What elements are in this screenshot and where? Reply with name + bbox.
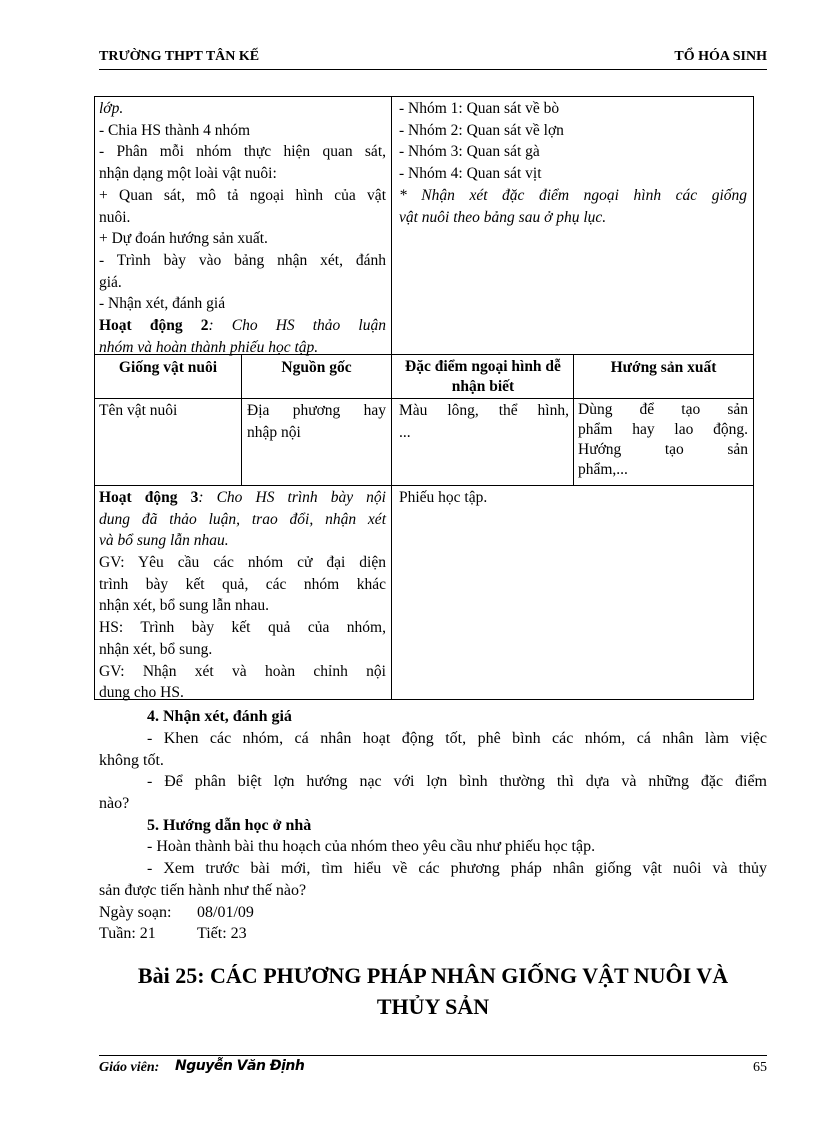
production-line: Dùng để tạo sản: [578, 401, 748, 418]
activity3-cell: [99, 487, 386, 552]
section5-p2-line2: sản được tiến hành như thế nào?: [99, 882, 307, 899]
row3-left-line: HS: Trình bày kết quả của nhóm,: [99, 619, 386, 637]
page-header: [99, 49, 767, 70]
cell-animal-name: Tên vật nuôi: [99, 402, 178, 419]
cell-features-line-1: Màu lông, thể hình,: [399, 402, 569, 419]
row3-left-line: nhận xét, bổ sung lẫn nhau.: [99, 597, 270, 615]
row1-right-cell: [399, 98, 747, 228]
teacher-signature-name: Nguyễn Văn Định: [175, 1058, 305, 1074]
table-col-divider-mid: [391, 96, 392, 700]
row1-right-line: * Nhận xét đặc điểm ngoại hình các giống: [399, 186, 747, 204]
row1-left-cell: [99, 98, 386, 315]
row1-left-line: lớp.: [99, 100, 124, 117]
row1-right-line: vật nuôi theo bảng sau ở phụ lục.: [399, 208, 607, 226]
section4-p1-line2: không tốt.: [99, 752, 164, 769]
table-row-divider-3: [94, 485, 754, 486]
production-line: phẩm hay lao động.: [578, 421, 748, 438]
subheader-origin: Nguồn gốc: [281, 359, 352, 376]
section5-p1: - Hoàn thành bài thu hoạch của nhóm theo yêu cầu như phiếu học tập.: [147, 838, 596, 855]
activity3-label: Hoạt động 3: [99, 489, 199, 506]
row1-left-line: - Nhận xét, đánh giá: [99, 295, 226, 313]
table-col-divider-a: [241, 354, 242, 485]
section5-heading: 5. Hướng dẫn học ở nhà: [147, 817, 312, 834]
section4-p1-line1: - Khen các nhóm, cá nhân hoạt động tốt, phê bình các nhóm, cá nhân làm việc: [147, 730, 767, 747]
row1-left-line: + Dự đoán hướng sản xuất.: [99, 230, 268, 248]
activity2-text-1: : Cho HS thảo luận: [208, 317, 386, 334]
subheader-production: Hướng sản xuất: [610, 359, 717, 376]
row1-left-line: + Quan sát, mô tả ngoại hình của vật: [99, 186, 386, 204]
lesson-title-line-1: Bài 25: CÁC PHƯƠNG PHÁP NHÂN GIỐNG VẬT NUÔI VÀ: [137, 963, 729, 988]
cell-origin-line-1: Địa phương hay: [247, 402, 386, 419]
section4-heading: 4. Nhận xét, đánh giá: [147, 708, 292, 725]
subheader-breed: Giống vật nuôi: [118, 359, 218, 376]
cell-origin-line-2: nhập nội: [247, 423, 301, 441]
activity3-text-3: và bổ sung lẫn nhau.: [99, 532, 229, 550]
row1-left-line: - Phân mỗi nhóm thực hiện quan sát,: [99, 143, 386, 161]
date-label: Ngày soạn:: [99, 904, 172, 921]
row3-left-line: GV: Nhận xét và hoàn chỉnh nội: [99, 662, 386, 680]
row3-left-line: trình bày kết quả, các nhóm khác: [99, 575, 386, 593]
row1-left-line: giá.: [99, 273, 122, 291]
row1-left-line: nhận dạng một loài vật nuôi:: [99, 165, 277, 183]
cell-features-line-2: ...: [399, 423, 411, 441]
row1-left-line: nuôi.: [99, 208, 131, 226]
row3-left-line: nhận xét, bổ sung.: [99, 640, 213, 658]
table-row-divider-2: [94, 398, 754, 399]
section5-p2-line1: - Xem trước bài mới, tìm hiểu về các phương pháp nhân giống vật nuôi và thủy: [147, 860, 767, 877]
lesson-title: [99, 960, 767, 1022]
section4-p2-line1: - Để phân biệt lợn hướng nạc với lợn bình thường thì dựa và những đặc điểm: [147, 773, 767, 790]
cell-features: [399, 400, 569, 443]
row3-left-cell: [99, 552, 386, 704]
teacher-label: Giáo viên:: [99, 1060, 160, 1075]
cell-origin: [247, 400, 386, 443]
row1-right-line: - Nhóm 2: Quan sát về lợn: [399, 121, 564, 139]
table-border-top: [94, 96, 754, 97]
row1-left-line: - Trình bày vào bảng nhận xét, đánh: [99, 251, 386, 269]
activity2-text-2: nhóm và hoàn thành phiếu học tập.: [99, 338, 319, 356]
school-name: TRƯỜNG THPT TÂN KẾ: [99, 49, 260, 64]
cell-worksheet: Phiếu học tập.: [399, 489, 488, 506]
section4-p2-line2: nào?: [99, 795, 130, 812]
row3-left-line: GV: Yêu cầu các nhóm cử đại diện: [99, 554, 386, 571]
activity2-cell: [99, 315, 386, 358]
page-number: 65: [753, 1060, 767, 1075]
activity3-text-1: : Cho HS trình bày nội: [198, 489, 386, 506]
subheader-features: Đặc điểm ngoại hình dễ nhận biết: [405, 358, 561, 395]
period-label: Tiết: 23: [197, 925, 247, 942]
activity3-text-2: dung đã thảo luận, trao đổi, nhận xét: [99, 510, 386, 528]
production-line: Hướng tạo sản: [578, 441, 748, 458]
lesson-title-line-2: THỦY SẢN: [376, 994, 490, 1019]
row1-right-line: - Nhóm 3: Quan sát gà: [399, 143, 540, 161]
row3-left-line: dung cho HS.: [99, 684, 184, 702]
cell-production: [578, 400, 748, 480]
production-line: phẩm,...: [578, 461, 628, 478]
row1-left-line: - Chia HS thành 4 nhóm: [99, 121, 251, 139]
week-label: Tuần: 21: [99, 925, 156, 942]
department-name: TỔ HÓA SINH: [674, 49, 767, 64]
date-value: 08/01/09: [197, 904, 254, 921]
row1-right-line: - Nhóm 1: Quan sát về bò: [399, 100, 560, 117]
table-col-divider-c: [573, 354, 574, 485]
row1-right-line: - Nhóm 4: Quan sát vịt: [399, 165, 542, 183]
activity2-label: Hoạt động 2: [99, 317, 209, 334]
page-footer: [99, 1055, 767, 1076]
